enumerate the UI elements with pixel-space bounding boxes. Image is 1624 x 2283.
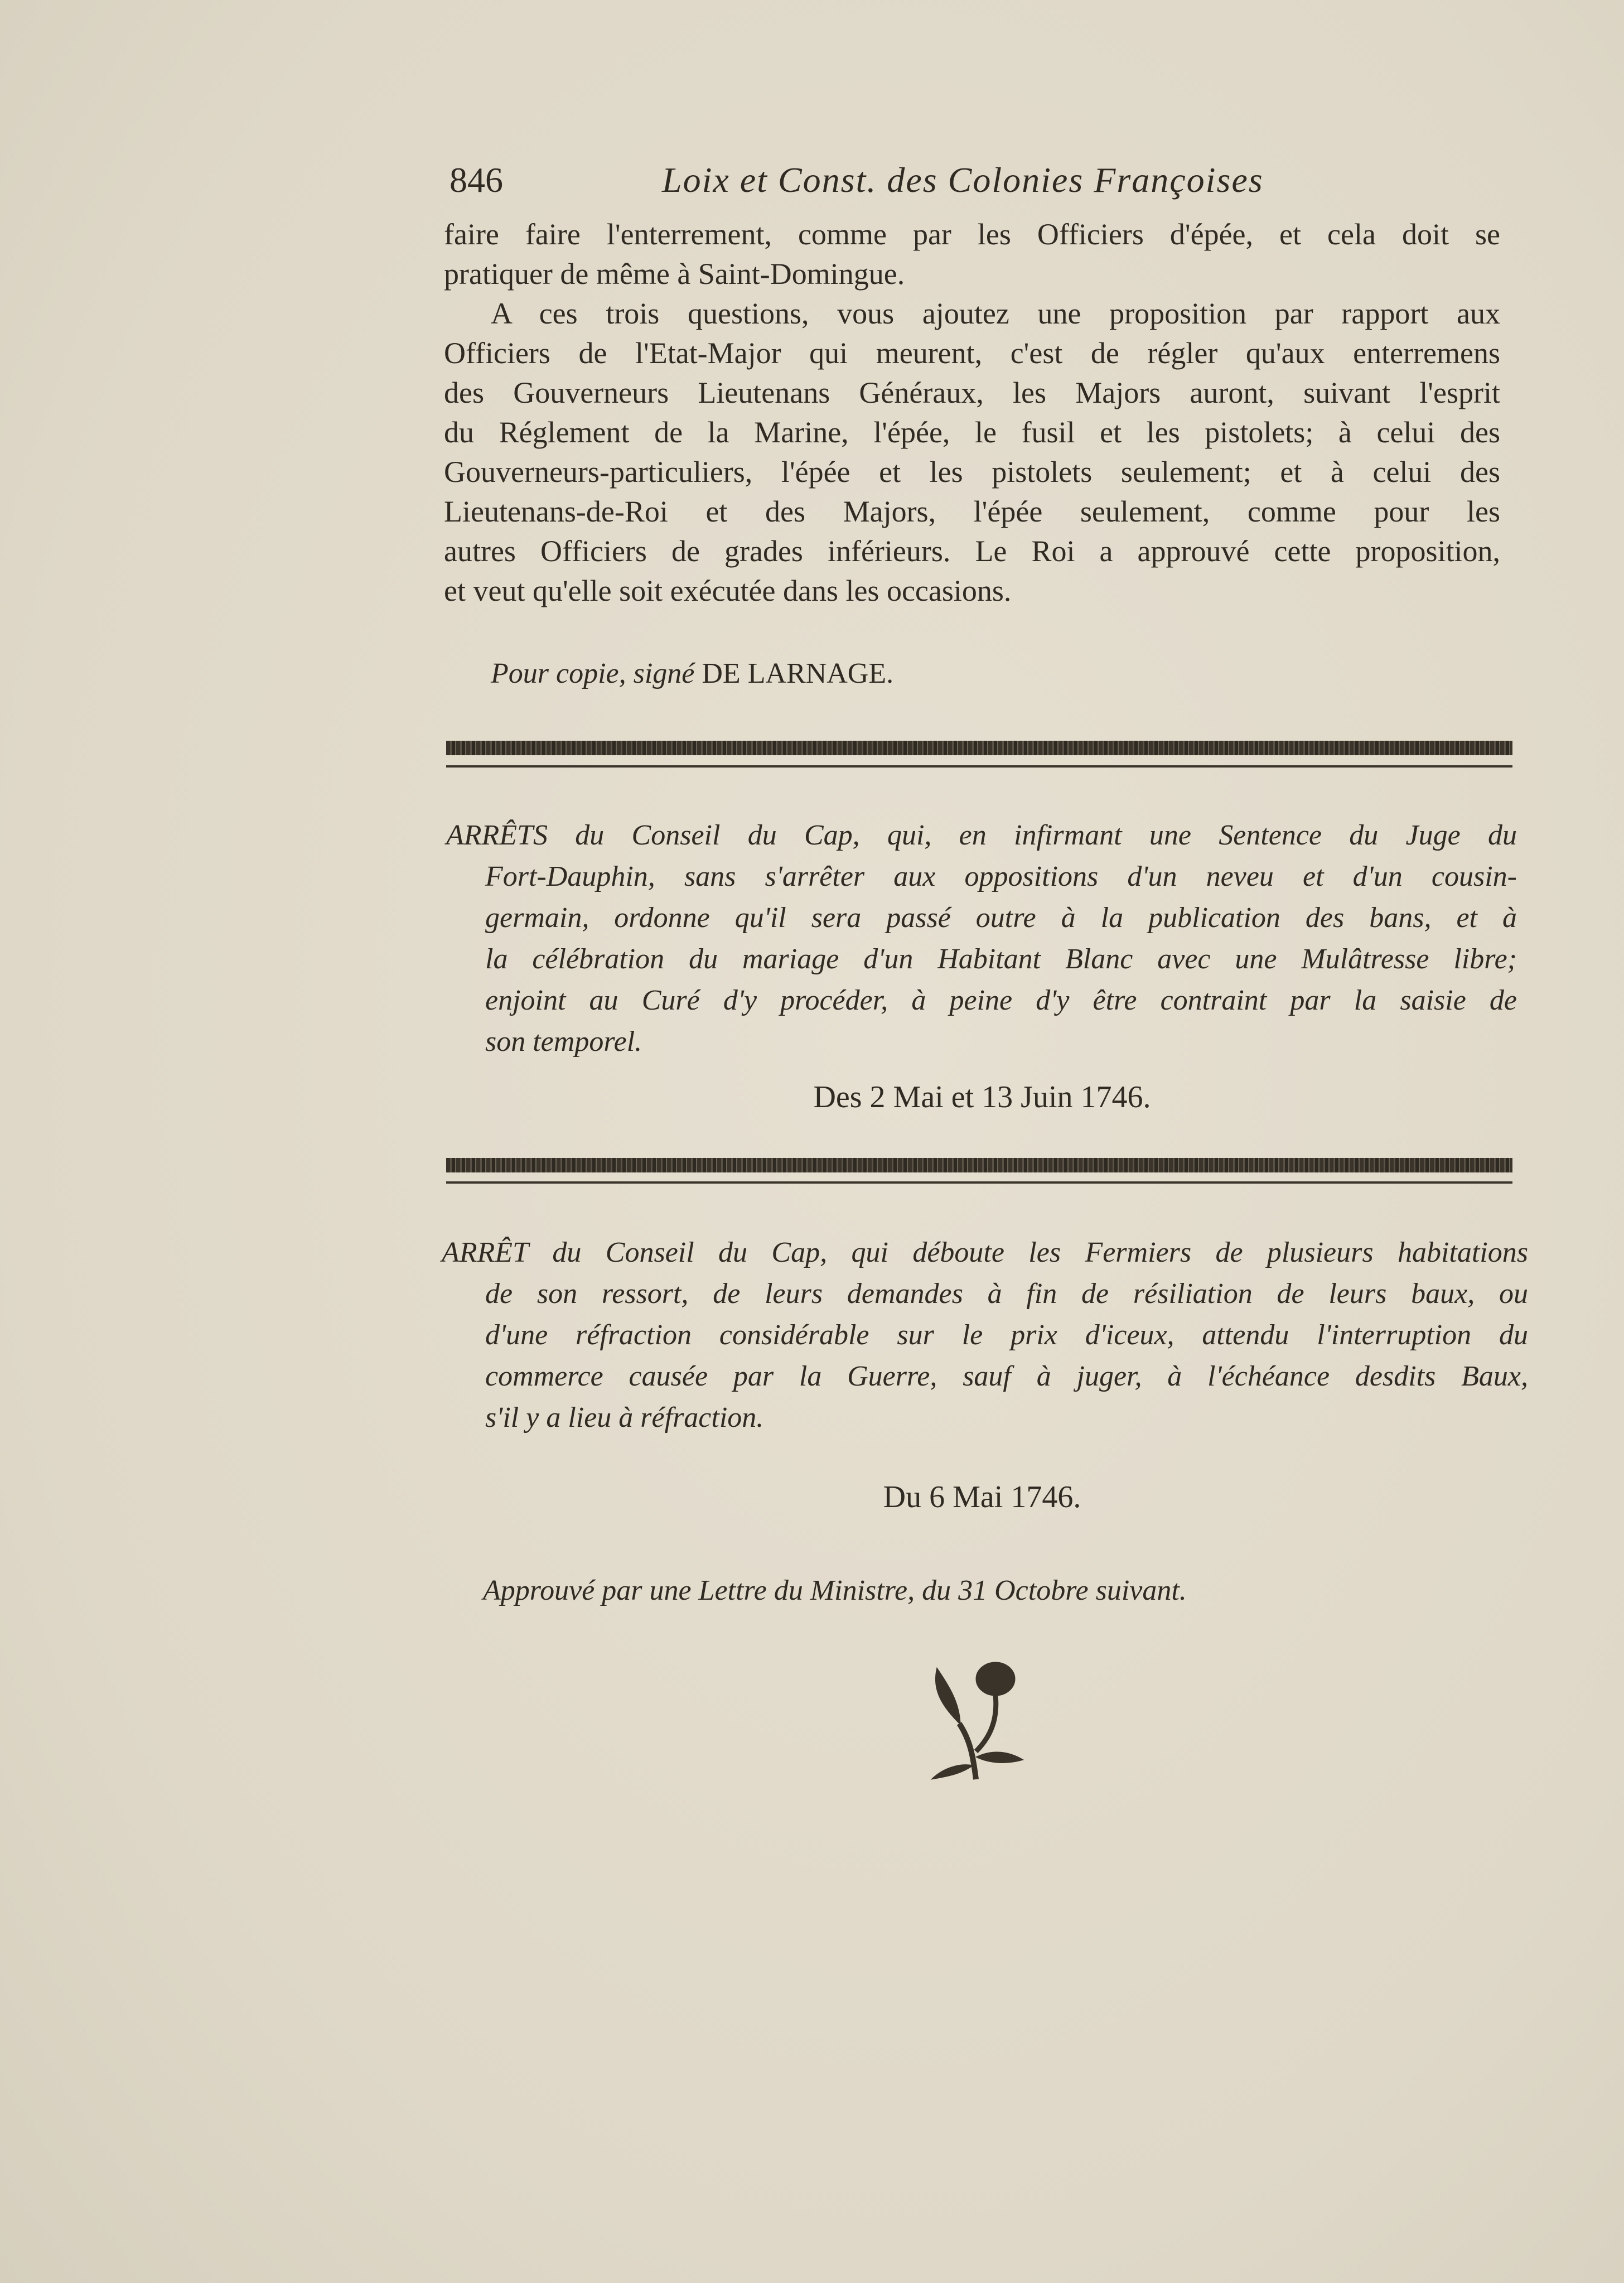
divider-rule [446,765,1512,768]
text-line: pratiquer de même à Saint-Domingue. [444,257,905,291]
text-line: la célébration du mariage d'un Habitant Blanc avec une Mulâtresse libre; [485,943,1517,975]
signature-prefix: Pour copie, signé [491,658,695,689]
text-line: son temporel. [485,1026,642,1058]
running-title: Loix et Const. des Colonies Françoises [662,160,1264,200]
text-line: enjoint au Curé d'y procéder, à peine d'y être contraint par la saisie de [485,984,1517,1016]
text-line: autres Officiers de grades inférieurs. Le Roi a approuvé cette proposition, [444,534,1500,568]
text-line: ARRÊT du Conseil du Cap, qui déboute les Fermiers de plusieurs habitations [442,1237,1528,1268]
text-line: Fort-Dauphin, sans s'arrêter aux oppositions d'un neveu et d'un cousin- [485,861,1517,892]
ornamental-band [446,1158,1512,1172]
page-number: 846 [450,160,503,200]
text-line: du Réglement de la Marine, l'épée, le fusil et les pistolets; à celui des [444,416,1500,449]
flower-ornament-icon [920,1657,1032,1785]
text-line: A ces trois questions, vous ajoutez une proposition par rapport aux [491,297,1500,330]
text-line: germain, ordonne qu'il sera passé outre à la publication des bans, et à [485,902,1517,934]
divider-rule [446,1181,1512,1184]
signature-line [491,654,893,694]
text-line: d'une réfraction considérable sur le prix d'iceux, attendu l'interruption du [485,1319,1528,1351]
text-line: ARRÊTS du Conseil du Cap, qui, en infirmant une Sentence du Juge du [446,819,1517,851]
arrets-date: Des 2 Mai et 13 Juin 1746. [813,1080,1151,1114]
text-line: Officiers de l'Etat-Major qui meurent, c'est de régler qu'aux enterremens [444,336,1500,370]
text-line: Gouverneurs-particuliers, l'épée et les pistolets seulement; et à celui des [444,455,1500,489]
text-line: commerce causée par la Guerre, sauf à juger, à l'échéance desdits Baux, [485,1360,1528,1392]
approval-line: Approuvé par une Lettre du Ministre, du 31 Octobre suivant. [483,1575,1187,1606]
text-line: et veut qu'elle soit exécutée dans les occasions. [444,574,1012,607]
arret-date: Du 6 Mai 1746. [883,1480,1081,1514]
text-line: Lieutenans-de-Roi et des Majors, l'épée seulement, comme pour les [444,495,1500,528]
text-line: des Gouverneurs Lieutenans Généraux, les Majors auront, suivant l'esprit [444,376,1500,409]
text-line: s'il y a lieu à réfraction. [485,1402,764,1433]
signature-name: DE LARNAGE. [702,658,894,689]
ornamental-band [446,741,1512,755]
text-line: de son ressort, de leurs demandes à fin de résiliation de leurs baux, ou [485,1278,1528,1310]
text-line: faire faire l'enterrement, comme par les Officiers d'épée, et cela doit se [444,218,1500,251]
